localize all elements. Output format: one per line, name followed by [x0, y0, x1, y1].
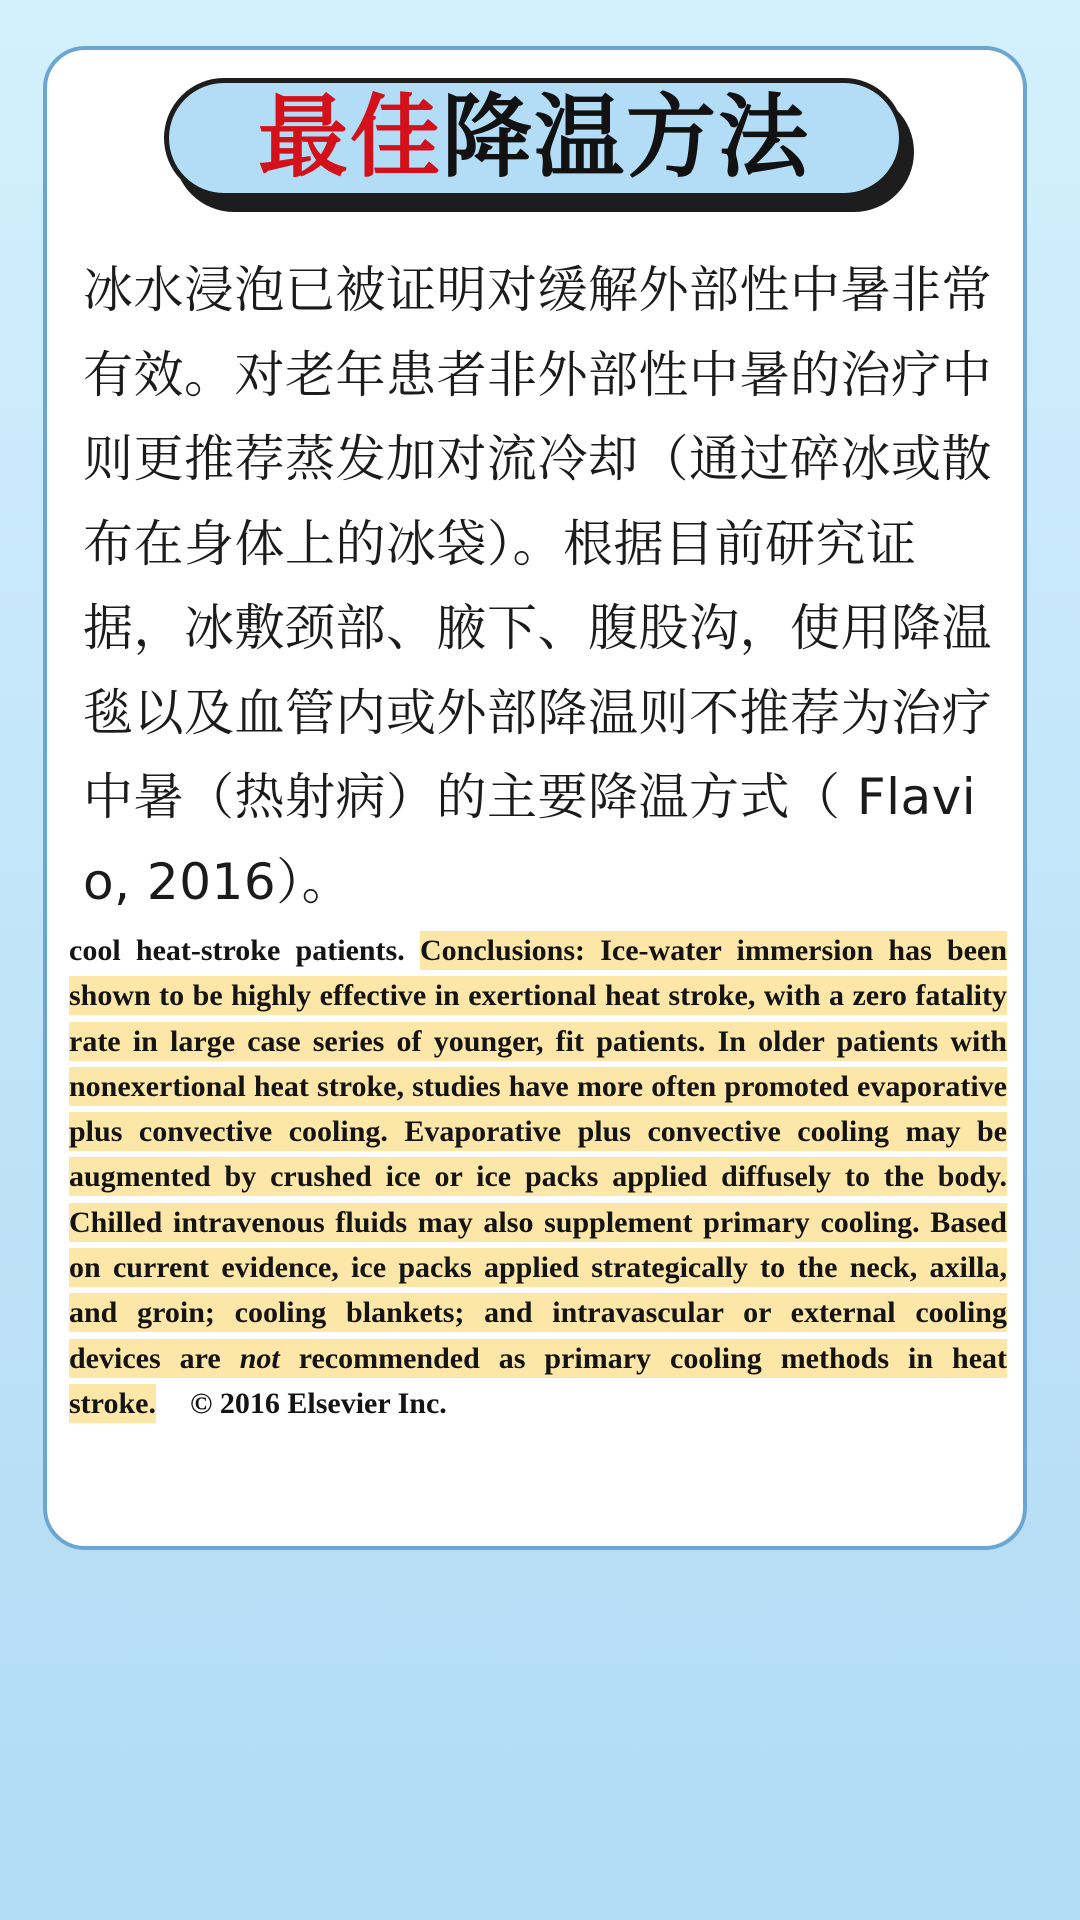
excerpt-highlight-text-end: recommended as primary cooling methods in heat stroke.: [69, 1341, 1008, 1420]
title-text: 降温方法: [442, 85, 810, 190]
title-banner: [164, 78, 904, 208]
excerpt-lead: cool heat-stroke patients.: [69, 934, 420, 967]
title-highlight: 最佳: [258, 85, 442, 190]
excerpt-highlight-text: Conclusions: Ice-water immersion has been shown to be highly effective in exertional heat stroke, with a zero fatality rate in large case series of younger, fit patients. In older patients with nonexertional heat stroke, studies have more often promoted evaporative plus convective cooling. Evaporative plus convective cooling may be augmented by crushed ice or ice packs applied diffusely to the body. Chilled intravenous fluids may also supplement primary cooling. Based on current evidence, ice packs applied strategically to the neck, axilla, and groin; cooling blankets; and intravascular or external cooling devices are: [69, 934, 1007, 1375]
content-card: [43, 46, 1027, 1550]
excerpt-highlight: [69, 931, 1007, 1423]
copyright-notice: © 2016 Elsevier Inc.: [189, 1386, 447, 1420]
title-pill: [164, 78, 904, 198]
excerpt-emphasis: not: [239, 1341, 280, 1375]
paper-excerpt: [69, 928, 1007, 1426]
chinese-paragraph: 冰水浸泡已被证明对缓解外部性中暑非常有效。对老年患者非外部性中暑的治疗中则更推荐蒸发加对流冷却（通过碎冰或散布在身体上的冰袋）。根据目前研究证据，冰敷颈部、腋下、腹股沟，使用降温毯以及血管内或外部降温则不推荐为治疗中暑（热射病）的主要降温方式（ Flavio, 2016）。: [83, 261, 992, 911]
